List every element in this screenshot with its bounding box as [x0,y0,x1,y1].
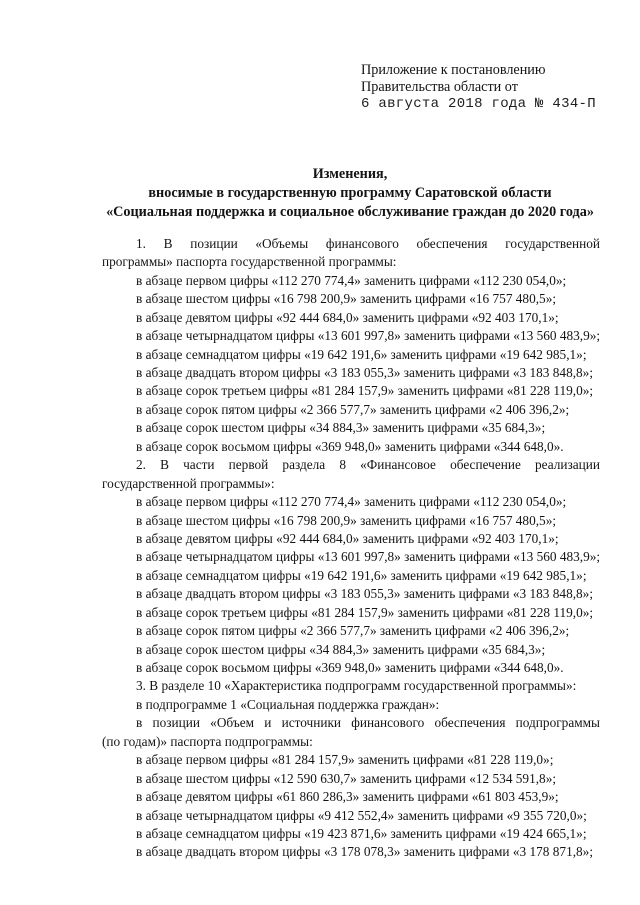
text-line: в подпрограмме 1 «Социальная поддержка граждан»: [136,696,440,712]
text-line: в абзаце первом цифры «81 284 157,9» заменить цифрами «81 228 119,0»; [136,752,554,768]
text-line: в абзаце шестом цифры «16 798 200,9» заменить цифрами «16 757 480,5»; [136,512,557,528]
text-line: в абзаце четырнадцатом цифры «13 601 997,8» заменить цифрами «13 560 483,9»; [136,328,601,344]
text-line: в абзаце сорок восьмом цифры «369 948,0» заменить цифрами «344 648,0». [136,438,564,454]
text-line: в абзаце сорок шестом цифры «34 884,3» заменить цифрами «35 684,3»; [136,420,546,436]
appendix-line-2: Правительства области от [361,79,518,96]
text-line: в абзаце первом цифры «112 270 774,4» заменить цифрами «112 230 054,0»; [136,494,567,510]
appendix-header [361,62,621,114]
text-line: в абзаце сорок третьем цифры «81 284 157,9» заменить цифрами «81 228 119,0»; [136,604,594,620]
appendix-line-1: Приложение к постановлению [361,62,546,78]
text-line: в абзаце сорок пятом цифры «2 366 577,7» заменить цифрами «2 406 396,2»; [136,401,570,417]
text-line: в абзаце шестом цифры «16 798 200,9» заменить цифрами «16 757 480,5»; [136,291,557,307]
text-line: в абзаце сорок восьмом цифры «369 948,0» заменить цифрами «344 648,0». [136,660,564,676]
text-line: в абзаце девятом цифры «92 444 684,0» заменить цифрами «92 403 170,1»; [136,309,559,325]
text-line: в абзаце сорок третьем цифры «81 284 157,9» заменить цифрами «81 228 119,0»; [136,383,594,399]
text-line: в абзаце девятом цифры «92 444 684,0» заменить цифрами «92 403 170,1»; [136,530,559,546]
text-line: в абзаце четырнадцатом цифры «9 412 552,4» заменить цифрами «9 355 720,0»; [136,807,587,823]
appendix-date-stamp: 6 августа 2018 года № 434-П [361,96,596,113]
text-line: в абзаце сорок пятом цифры «2 366 577,7» заменить цифрами «2 406 396,2»; [136,623,570,639]
text-line: в абзаце первом цифры «112 270 774,4» заменить цифрами «112 230 054,0»; [136,272,567,288]
text-line: в позиции «Объем и источники финансового обеспечения подпрограммы [136,715,600,731]
text-line: в абзаце двадцать втором цифры «3 183 055,3» заменить цифрами «3 183 848,8»; [136,365,594,381]
text-line: 2. В части первой раздела 8 «Финансовое обеспечение реализации [136,457,600,473]
text-line: 1. В позиции «Объемы финансового обеспечения государственной [136,236,600,251]
text-line: в абзаце двадцать втором цифры «3 178 078,3» заменить цифрами «3 178 871,8»; [136,844,594,860]
text-line: программы» паспорта государственной программы: [102,254,397,270]
text-line: в абзаце сорок шестом цифры «34 884,3» заменить цифрами «35 684,3»; [136,641,546,657]
document-title [90,165,610,222]
text-line: в абзаце шестом цифры «12 590 630,7» заменить цифрами «12 534 591,8»; [136,770,557,786]
title-line-3: «Социальная поддержка и социальное обслуживание граждан до 2020 года» [106,204,594,220]
text-line: 3. В разделе 10 «Характеристика подпрограмм государственной программы»: [136,678,577,694]
title-line-2: вносимые в государственную программу Саратовской области [148,185,552,201]
text-line: в абзаце четырнадцатом цифры «13 601 997,8» заменить цифрами «13 560 483,9»; [136,549,601,565]
text-line: в абзаце девятом цифры «61 860 286,3» заменить цифрами «61 803 453,9»; [136,789,559,805]
document-body [102,235,600,862]
text-line: (по годам)» паспорта подпрограммы: [102,733,313,749]
text-line: государственной программы»: [102,475,275,491]
text-line: в абзаце семнадцатом цифры «19 423 871,6» заменить цифрами «19 424 665,1»; [136,825,587,841]
text-line: в абзаце семнадцатом цифры «19 642 191,6» заменить цифрами «19 642 985,1»; [136,346,587,362]
title-line-1: Изменения, [312,166,388,182]
text-line: в абзаце двадцать втором цифры «3 183 055,3» заменить цифрами «3 183 848,8»; [136,586,594,602]
text-line: в абзаце семнадцатом цифры «19 642 191,6» заменить цифрами «19 642 985,1»; [136,567,587,583]
